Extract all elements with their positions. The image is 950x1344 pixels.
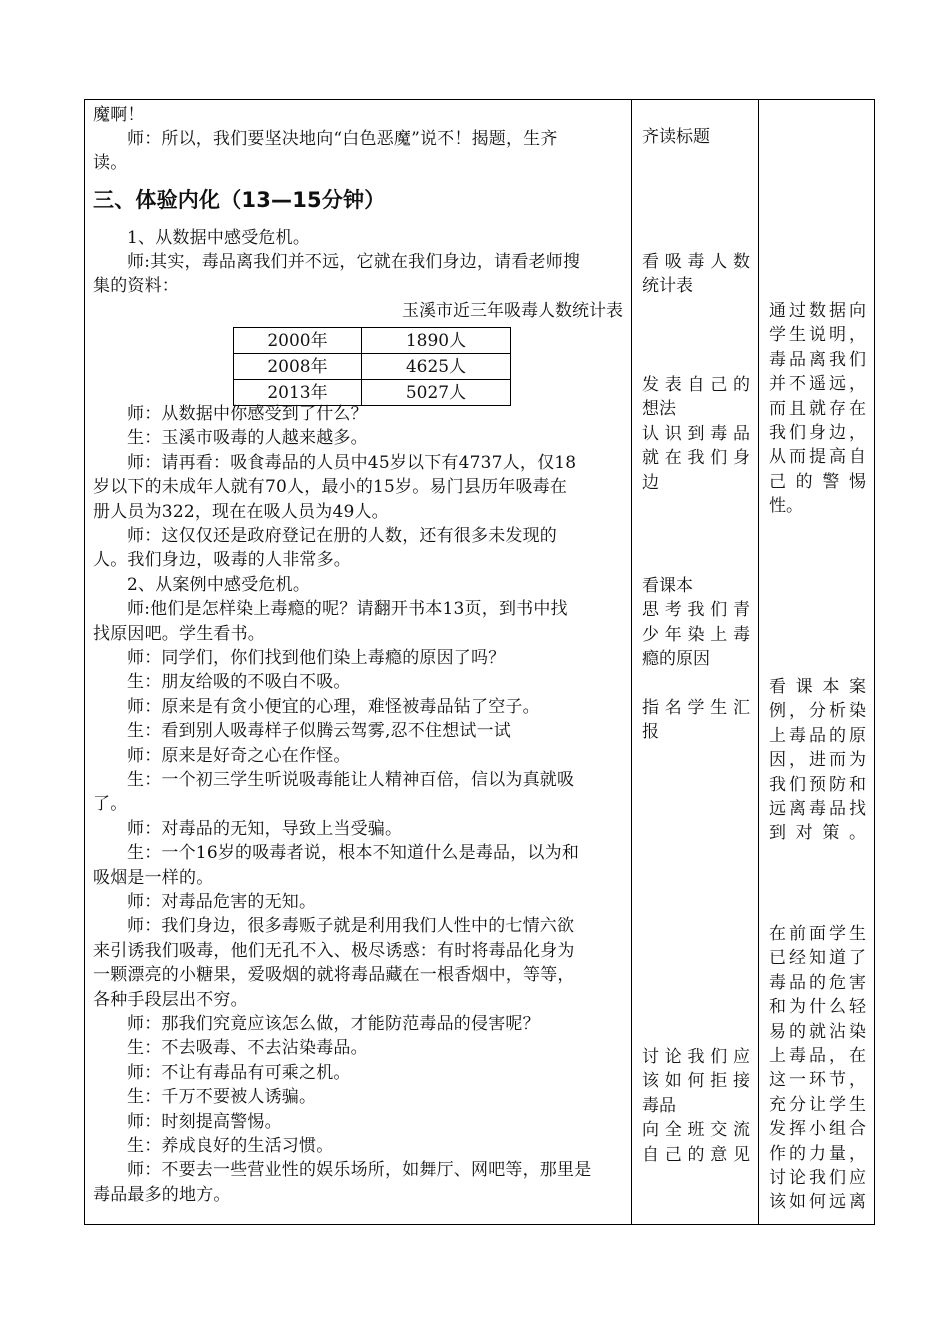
activity-block [642, 250, 750, 299]
intent-line: 通过数据向 [769, 301, 866, 321]
table-cell-count: 1890人 [362, 328, 511, 354]
table-cell-count: 4625人 [362, 354, 511, 380]
intent-line: 从而提高自 [769, 447, 866, 468]
text-line: 人。我们身边，吸毒的人非常多。 [93, 550, 351, 571]
text-line: 魔啊！ [93, 105, 145, 125]
text-line: 了。 [93, 794, 128, 815]
text-line: 一颗漂亮的小糖果，爱吸烟的就将毒品藏在一根香烟中，等等， [93, 965, 575, 986]
activity-line: 边 [642, 472, 659, 493]
activity-line: 看课本 [642, 576, 693, 596]
intent-line: 和为什么轻 [769, 997, 866, 1018]
text-line: 生：看到别人吸毒样子似腾云驾雾,忍不住想试一试 [127, 721, 512, 742]
intent-line: 毒品离我们 [769, 349, 866, 370]
design-intent-column [759, 100, 876, 1224]
intent-block [769, 299, 866, 519]
activity-line: 发表自己的 [642, 375, 750, 395]
text-line: 毒品最多的地方。 [93, 1184, 231, 1205]
activity-line: 毒品 [642, 1095, 676, 1116]
intent-line: 已经知道了 [769, 948, 866, 969]
activity-line: 指名学生汇 [642, 698, 750, 718]
intent-line: 发挥小组合 [769, 1119, 866, 1140]
activity-line: 统计表 [642, 276, 693, 297]
intent-line: 在前面学生 [769, 924, 866, 944]
activity-line: 瘾的原因 [642, 649, 710, 670]
lesson-plan-table [84, 99, 875, 1225]
activity-line: 讨论我们应 [642, 1047, 750, 1067]
intent-line: 上毒品的原 [769, 725, 866, 746]
text-line: 师：对毒品的无知，导致上当受骗。 [127, 818, 403, 839]
intent-line: 我们身边， [769, 423, 866, 444]
intent-line: 讨论我们应 [769, 1168, 866, 1189]
text-line: 师：请再看：吸食毒品的人员中45岁以下有4737人，仅18 [127, 452, 577, 473]
text-line: 师：原来是好奇之心在作怪。 [127, 745, 351, 766]
text-line: 吸烟是一样的。 [93, 867, 214, 888]
intent-line: 性。 [769, 496, 803, 517]
teaching-process-column [85, 100, 631, 1224]
intent-line: 该如何远离 [769, 1192, 866, 1213]
activity-line: 少年染上毒 [642, 624, 750, 645]
text-line: 师：从数据中你感受到了什么？ [127, 404, 368, 424]
text-line: 读。 [93, 153, 128, 173]
intent-line: 而且就存在 [769, 398, 866, 419]
text-line: 来引诱我们吸毒，他们无孔不入、极尽诱惑：有时将毒品化身为 [93, 940, 575, 961]
text-line: 师：所以，我们要坚决地向“白色恶魔”说不！揭题，生齐 [127, 129, 558, 149]
intent-line: 例，分析染 [769, 701, 866, 722]
statistics-table [233, 327, 511, 406]
table-cell-year: 2013年 [234, 380, 362, 406]
text-line: 师：原来是有贪小便宜的心理，难怪被毒品钻了空子。 [127, 696, 540, 717]
text-line: 1、从数据中感受危机。 [127, 228, 311, 248]
activity-block [642, 574, 750, 672]
table-cell-count: 5027人 [362, 380, 511, 406]
text-line: 生：朋友给吸的不吸白不吸。 [127, 672, 351, 693]
text-line: 生：一个16岁的吸毒者说，根本不知道什么是毒品，以为和 [127, 843, 580, 864]
text-line: 生：千万不要被人诱骗。 [127, 1087, 317, 1108]
table-row [234, 328, 511, 354]
activity-line: 认识到毒品 [642, 423, 750, 444]
activity-line: 看吸毒人数 [642, 252, 750, 272]
text-line: 师：不要去一些营业性的娱乐场所，如舞厅、网吧等，那里是 [127, 1160, 592, 1181]
activity-line: 齐读标题 [642, 127, 710, 147]
intent-block [769, 675, 866, 846]
text-line: 岁以下的未成年人就有70人，最小的15岁。易门县历年吸毒在 [93, 477, 568, 498]
intent-block [769, 922, 866, 1215]
activity-line: 向全班交流 [642, 1120, 750, 1141]
intent-line: 易的就沾染 [769, 1021, 866, 1042]
text-line: 生：养成良好的生活习惯。 [127, 1136, 334, 1156]
text-line: 师：我们身边，很多毒贩子就是利用我们人性中的七情六欲 [127, 916, 575, 937]
intent-line: 充分让学生 [769, 1094, 866, 1115]
activity-block [642, 125, 750, 149]
student-activity-column [632, 100, 758, 1224]
text-line: 师：不让有毒品有可乘之机。 [127, 1062, 351, 1083]
intent-line: 看课本案 [769, 677, 866, 697]
activity-block [642, 373, 750, 495]
text-line: 生：一个初三学生听说吸毒能让人精神百倍，信以为真就吸 [127, 770, 575, 790]
table-cell-year: 2000年 [234, 328, 362, 354]
table-cell-year: 2008年 [234, 354, 362, 380]
text-line: 师：时刻提高警惕。 [127, 1111, 282, 1132]
text-line: 师：这仅仅还是政府登记在册的人数，还有很多未发现的 [127, 526, 557, 546]
intent-line: 毒品的危害 [769, 972, 866, 993]
table-title: 玉溪市近三年吸毒人数统计表 [402, 301, 623, 321]
text-line: 各种手段层出不穷。 [93, 989, 248, 1010]
intent-line: 己的警惕 [769, 471, 866, 492]
text-line: 集的资料： [93, 276, 179, 296]
text-line: 师：同学们，你们找到他们染上毒瘾的原因了吗？ [127, 648, 506, 668]
text-line: 找原因吧。学生看书。 [93, 623, 265, 644]
intent-line: 学生说明， [769, 325, 866, 346]
table-row [234, 354, 511, 380]
text-line: 册人员为322，现在在吸人员为49人。 [93, 501, 389, 522]
text-line: 师:其实，毒品离我们并不远，它就在我们身边，请看老师搜 [127, 252, 581, 272]
section-heading: 三、体验内化（13—15分钟） [93, 188, 386, 212]
intent-line: 远离毒品找 [769, 799, 866, 820]
activity-block [642, 1045, 750, 1167]
intent-line: 作的力量， [769, 1143, 866, 1164]
text-line: 2、从案例中感受危机。 [127, 574, 311, 595]
activity-line: 想法 [642, 399, 676, 420]
text-line: 师:他们是怎样染上毒瘾的呢？请翻开书本13页，到书中找 [127, 599, 568, 620]
intent-line: 到对策。 [769, 823, 866, 844]
text-line: 师：那我们究竟应该怎么做，才能防范毒品的侵害呢？ [127, 1014, 540, 1034]
intent-line: 这一环节， [769, 1070, 866, 1091]
intent-line: 因，进而为 [769, 750, 866, 771]
text-line: 师：对毒品危害的无知。 [127, 892, 317, 912]
activity-line: 思考我们青 [642, 600, 750, 621]
activity-line: 该如何拒接 [642, 1071, 750, 1092]
activity-line: 报 [642, 722, 659, 743]
intent-line: 上毒品，在 [769, 1046, 866, 1067]
intent-line: 我们预防和 [769, 774, 866, 795]
text-line: 生：玉溪市吸毒的人越来越多。 [127, 428, 368, 449]
activity-block [642, 696, 750, 745]
text-line: 生：不去吸毒、不去沾染毒品。 [127, 1038, 368, 1059]
intent-line: 并不遥远， [769, 374, 866, 395]
activity-line: 自己的意见 [642, 1144, 750, 1165]
activity-line: 就在我们身 [642, 448, 750, 469]
